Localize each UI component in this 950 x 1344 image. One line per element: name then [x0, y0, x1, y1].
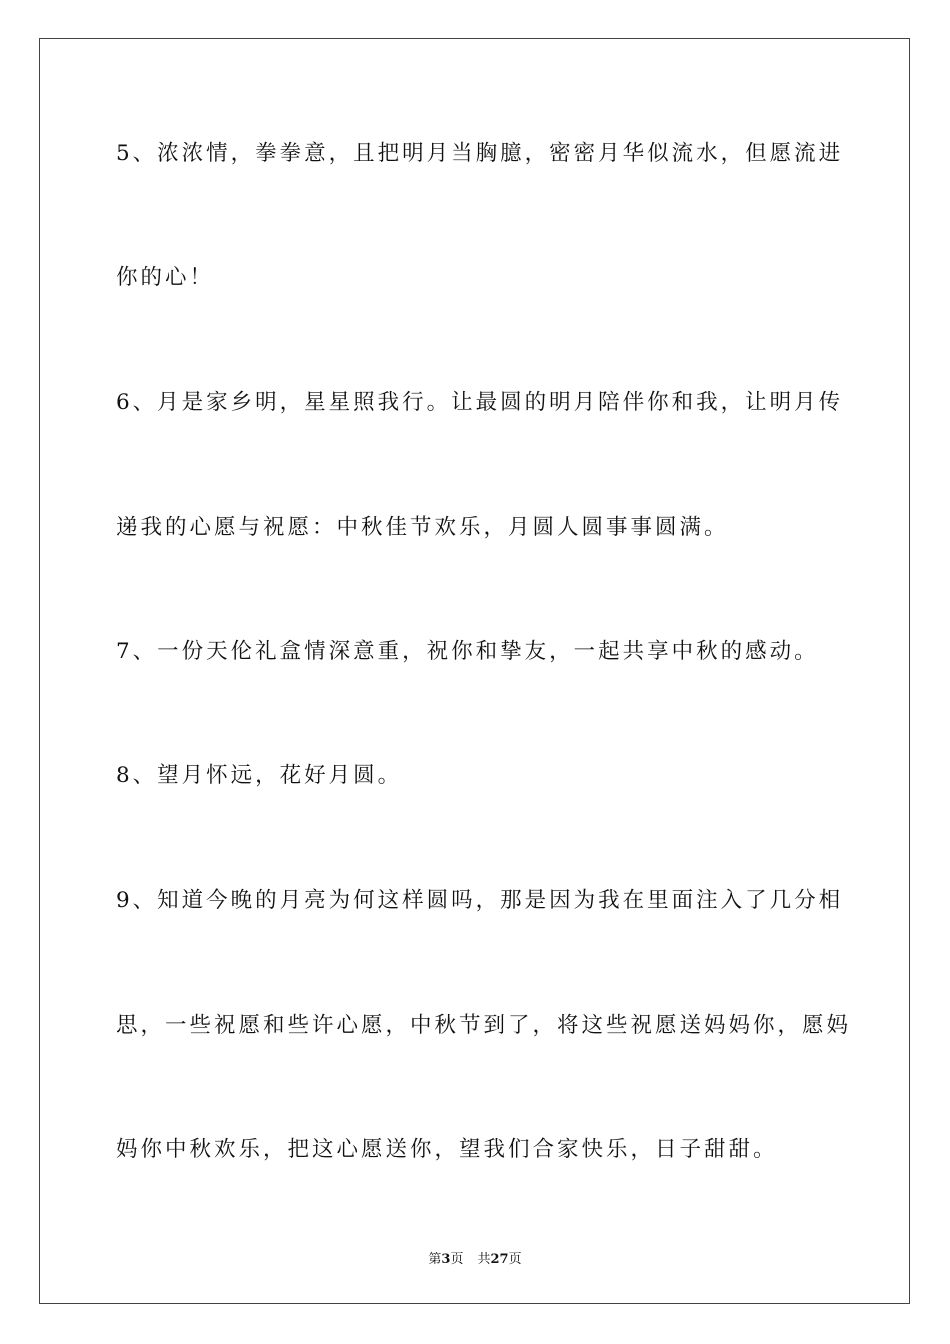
paragraph-7-line-1: 7、一份天伦礼盒情深意重，祝你和挚友，一起共享中秋的感动。 — [116, 639, 819, 664]
paragraph-5-line-2: 你的心！ — [116, 265, 215, 290]
footer-page-total: 27 — [490, 1252, 509, 1267]
footer-page-current: 3 — [441, 1252, 451, 1267]
footer-total-prefix: 共 — [477, 1252, 491, 1267]
footer-page-prefix: 第 — [428, 1252, 442, 1267]
paragraph-9-line-2: 思，一些祝愿和些许心愿，中秋节到了，将这些祝愿送妈妈你，愿妈 — [116, 1013, 852, 1038]
paragraph-6-line-2: 递我的心愿与祝愿：中秋佳节欢乐，月圆人圆事事圆满。 — [116, 515, 729, 540]
page-footer — [0, 1248, 950, 1267]
paragraph-9-line-3: 妈你中秋欢乐，把这心愿送你，望我们合家快乐，日子甜甜。 — [116, 1137, 778, 1162]
footer-total-suffix: 页 — [508, 1252, 522, 1267]
paragraph-5-line-1: 5、浓浓情，拳拳意，且把明月当胸臆，密密月华似流水，但愿流进 — [116, 141, 844, 166]
paragraph-8-line-1: 8、望月怀远，花好月圆。 — [116, 763, 403, 788]
paragraph-9-line-1: 9、知道今晚的月亮为何这样圆吗，那是因为我在里面注入了几分相 — [116, 888, 844, 913]
page-border — [39, 38, 910, 1304]
paragraph-6-line-1: 6、月是家乡明，星星照我行。让最圆的明月陪伴你和我，让明月传 — [116, 390, 844, 415]
footer-page-suffix: 页 — [450, 1252, 464, 1267]
